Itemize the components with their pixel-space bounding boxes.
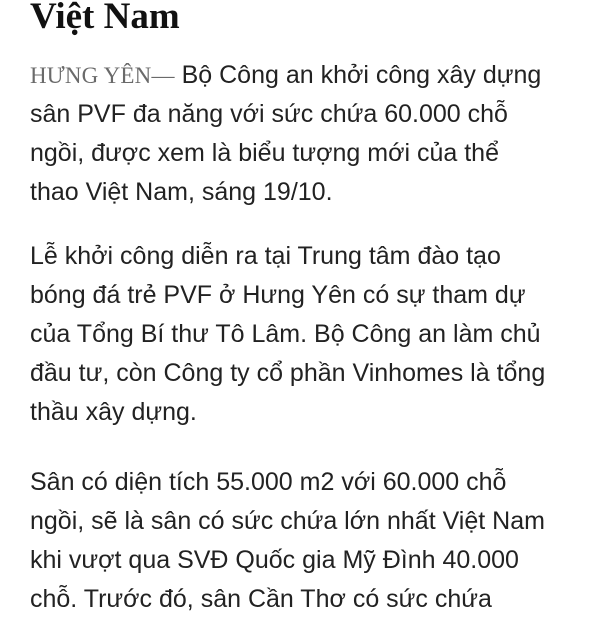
article-dateline: HƯNG YÊN— — [30, 63, 175, 88]
paragraph-line: chỗ. Trước đó, sân Cần Thơ có sức chứa — [30, 585, 492, 613]
article-paragraph-1 — [30, 56, 541, 212]
paragraph-line: thao Việt Nam, sáng 19/10. — [30, 178, 333, 206]
paragraph-line: ngồi, được xem là biểu tượng mới của thể — [30, 139, 499, 167]
paragraph-line-text: Bộ Công an khởi công xây dựng — [174, 61, 542, 89]
article-paragraph-3 — [30, 463, 545, 619]
article-paragraph-2 — [30, 237, 545, 432]
paragraph-line: của Tổng Bí thư Tô Lâm. Bộ Công an làm chủ — [30, 320, 541, 348]
paragraph-line: thầu xây dựng. — [30, 398, 197, 426]
paragraph-line: đầu tư, còn Công ty cổ phần Vinhomes là tổng — [30, 359, 546, 387]
article-headline: Việt Nam — [30, 0, 180, 37]
paragraph-line: sân PVF đa năng với sức chứa 60.000 chỗ — [30, 100, 508, 128]
paragraph-line: ngồi, sẽ là sân có sức chứa lớn nhất Việt Nam — [30, 507, 545, 535]
paragraph-line — [30, 56, 541, 95]
paragraph-line: Sân có diện tích 55.000 m2 với 60.000 chỗ — [30, 468, 507, 496]
paragraph-line: Lễ khởi công diễn ra tại Trung tâm đào tạo — [30, 242, 501, 270]
paragraph-line: khi vượt qua SVĐ Quốc gia Mỹ Đình 40.000 — [30, 546, 519, 574]
paragraph-line: bóng đá trẻ PVF ở Hưng Yên có sự tham dự — [30, 281, 526, 309]
